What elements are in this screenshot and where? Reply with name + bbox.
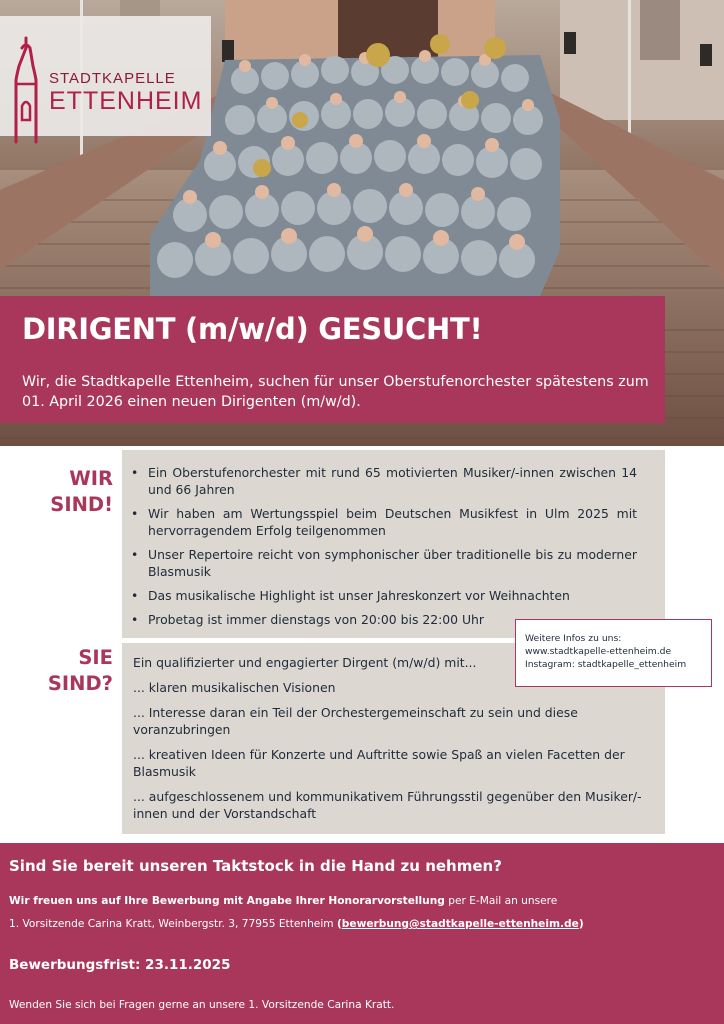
application-text-rest: per E-Mail an unsere <box>444 895 558 907</box>
logo <box>0 16 211 136</box>
sie-sind-heading-line1: SIE <box>78 646 113 669</box>
sie-sind-heading-line2: SIND? <box>47 672 113 695</box>
intro-text: Wir, die Stadtkapelle Ettenheim, suchen für unser Oberstufenorchester spätestens zum 01. April 2026 einen neuen Dirigenten (m/w/d). <box>22 374 649 410</box>
list-item: ... kreativen Ideen für Konzerte und Auftritte sowie Spaß an vielen Facetten der Blasmusik <box>133 747 625 779</box>
sie-sind-heading <box>48 645 113 697</box>
list-item: ... klaren musikalischen Visionen <box>133 680 336 695</box>
info-heading: Weitere Infos zu uns: <box>525 633 622 644</box>
email-paren-close: ) <box>578 918 584 930</box>
instagram-handle[interactable]: Instagram: stadtkapelle_ettenheim <box>525 659 687 670</box>
application-deadline: Bewerbungsfrist: 23.11.2025 <box>9 957 231 973</box>
email-paren-open: ( <box>336 918 342 930</box>
wir-sind-heading-line1: WIR <box>69 467 113 490</box>
page-title: DIRIGENT (m/w/d) GESUCHT! <box>22 312 483 346</box>
logo-text-line1: STADTKAPELLE <box>49 70 176 87</box>
list-item: • Das musikalische Highlight ist unser Jahreskonzert vor Weihnachten <box>131 587 637 604</box>
footer-panel <box>0 843 724 1024</box>
email-link[interactable]: bewerbung@stadtkapelle-ettenheim.de <box>341 918 579 930</box>
wir-sind-list <box>131 464 637 635</box>
list-item: • Wir haben am Wertungsspiel beim Deutschen Musikfest in Ulm 2025 mit hervorragendem Erfolg teilgenommen <box>131 505 637 539</box>
logo-text-line2: ETTENHEIM <box>49 87 203 115</box>
application-text <box>9 895 557 907</box>
list-item: • Ein Oberstufenorchester mit rund 65 motivierten Musiker/-innen zwischen 14 und 66 Jahren <box>131 464 637 498</box>
info-box <box>515 619 712 687</box>
list-item: • Probetag ist immer dienstags von 20:00 bis 22:00 Uhr <box>131 611 637 628</box>
contact-address <box>9 918 584 930</box>
list-item: ... Interesse daran ein Teil der Orchestergemeinschaft zu sein und diese voranzubringen <box>133 705 578 737</box>
application-text-bold: Wir freuen uns auf Ihre Bewerbung mit Angabe Ihrer Honorarvorstellung <box>9 895 445 907</box>
list-item: ... aufgeschlossenem und kommunikativem Führungsstil gegenüber den Musiker/-innen und der Vorstandschaft <box>133 789 642 821</box>
questions-text: Wenden Sie sich bei Fragen gerne an unsere 1. Vorsitzende Carina Kratt. <box>9 999 395 1011</box>
address-text: 1. Vorsitzende Carina Kratt, Weinbergstr. 3, 77955 Ettenheim <box>9 918 337 930</box>
list-item: Ein qualifizierter und engagierter Dirgent (m/w/d) mit... <box>133 655 477 670</box>
wir-sind-heading-line2: SIND! <box>50 493 113 516</box>
headline-banner <box>0 296 665 423</box>
website-link[interactable]: www.stadtkapelle-ettenheim.de <box>525 646 672 657</box>
wir-sind-heading <box>50 466 113 518</box>
footer-headline: Sind Sie bereit unseren Taktstock in die Hand zu nehmen? <box>9 857 502 875</box>
church-tower-icon <box>6 36 46 144</box>
list-item: • Unser Repertoire reicht von symphonischer über traditionelle bis zu moderner Blasmusik <box>131 546 637 580</box>
